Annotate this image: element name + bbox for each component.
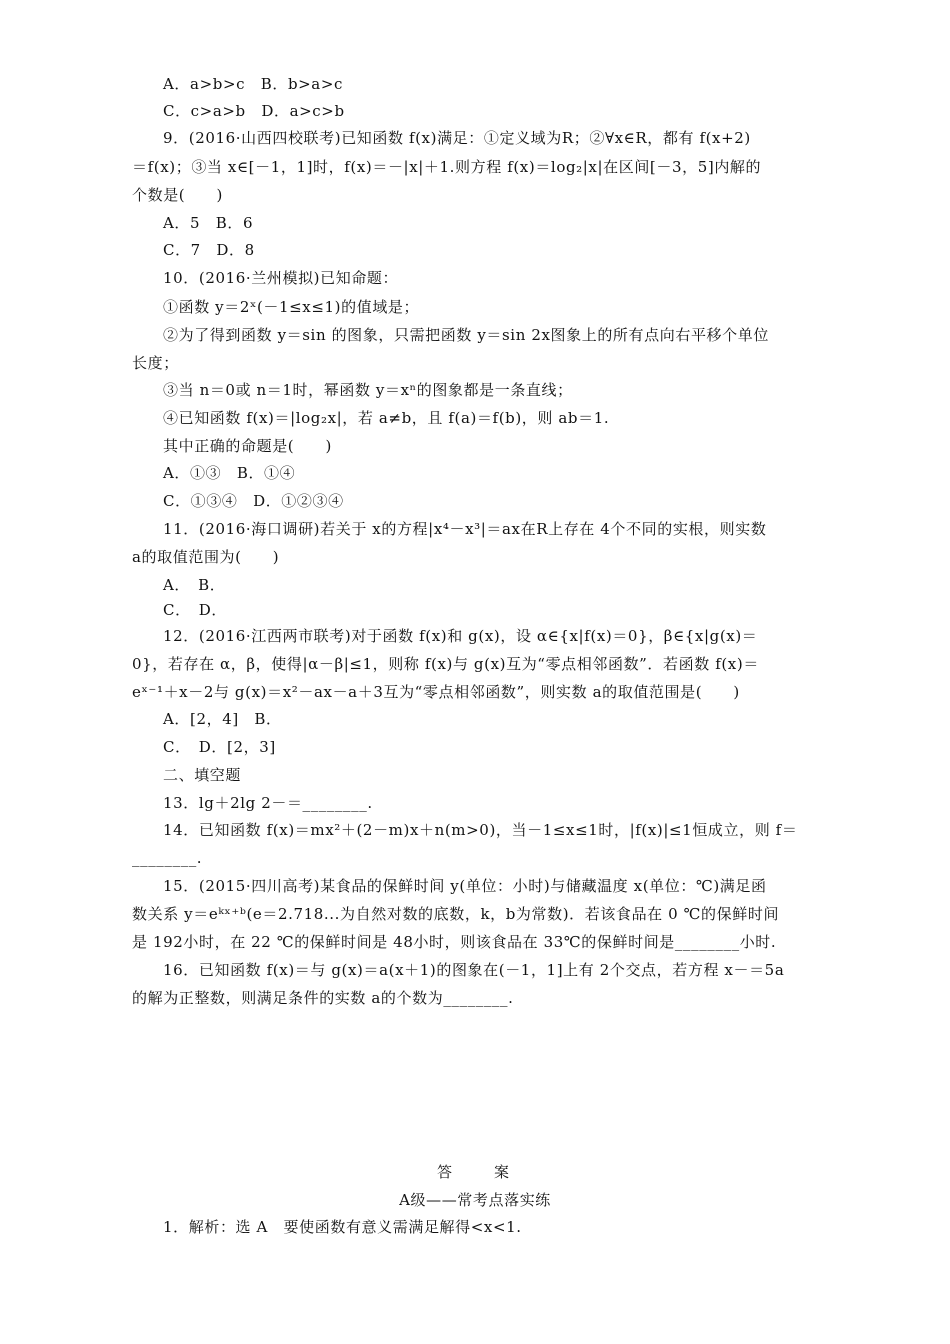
text-line: ④已知函数 f(x)＝|log₂x|，若 a≠b，且 f(a)＝f(b)，则 ab＝1. — [163, 409, 610, 427]
answer-subtitle: A级——常考点落实练 — [399, 1191, 551, 1209]
section-heading: 二、填空题 — [163, 766, 242, 784]
text-line: A．①③ B．①④ — [163, 464, 296, 482]
text-line: 长度； — [132, 354, 179, 372]
text-line: 9．(2016·山西四校联考)已知函数 f(x)满足：①定义域为R；②∀x∈R，都有 f(x+2) — [163, 129, 751, 147]
text-line: 10．(2016·兰州模拟)已知命题： — [163, 269, 399, 287]
text-line: ③当 n＝0或 n＝1时，幂函数 y＝xⁿ的图象都是一条直线； — [163, 381, 573, 399]
text-line: A．[2，4] B． — [163, 710, 282, 728]
text-line: a的取值范围为( ) — [132, 548, 280, 566]
text-line: 13．lg＋2lg 2－＝________. — [163, 794, 373, 812]
text-line: C． D．[2，3] — [163, 738, 276, 756]
text-line: 0}，若存在 α，β，使得|α－β|≤1，则称 f(x)与 g(x)互为“零点相邻函数”．若函数 f(x)＝ — [132, 655, 759, 673]
text-line: A．5 B．6 — [163, 214, 254, 232]
text-line: eˣ⁻¹＋x－2与 g(x)＝x²－ax－a＋3互为“零点相邻函数”，则实数 a的取值范围是( ) — [132, 683, 740, 701]
text-line: 11．(2016·海口调研)若关于 x的方程|x⁴－x³|＝ax在R上存在 4个不同的实根，则实数 — [163, 520, 767, 538]
text-line: C．c>a>b D．a>c>b — [163, 102, 345, 120]
text-line: 其中正确的命题是( ) — [163, 437, 332, 455]
text-line: 的解为正整数，则满足条件的实数 a的个数为________. — [132, 989, 514, 1007]
text-line: 14．已知函数 f(x)＝mx²＋(2－m)x＋n(m>0)，当－1≤x≤1时，|f(x)|≤1恒成立，则 f＝ — [163, 821, 798, 839]
text-line: ________. — [132, 849, 203, 867]
text-line: ＝f(x)；③当 x∈[－1，1]时，f(x)＝－|x|＋1.则方程 f(x)＝log₂|x|在区间[－3，5]内解的 — [132, 158, 762, 176]
text-line: A．a>b>c B．b>a>c — [163, 75, 344, 93]
answer-line: 1．解析：选 A 要使函数有意义需满足解得<x<1. — [163, 1218, 522, 1236]
text-line: C．7 D．8 — [163, 241, 255, 259]
answer-title: 答 案 — [436, 1163, 513, 1181]
text-line: ②为了得到函数 y＝sin 的图象，只需把函数 y＝sin 2x图象上的所有点向右平移个单位 — [163, 326, 769, 344]
text-line: ①函数 y＝2ˣ(－1≤x≤1)的值域是； — [163, 298, 420, 316]
text-line: 是 192小时，在 22 ℃的保鲜时间是 48小时，则该食品在 33℃的保鲜时间是________小时. — [132, 933, 777, 951]
text-line: 15．(2015·四川高考)某食品的保鲜时间 y(单位：小时)与储藏温度 x(单位：℃)满足函 — [163, 877, 767, 895]
text-line: C．①③④ D．①②③④ — [163, 492, 344, 510]
text-line: 数关系 y＝eᵏˣ⁺ᵇ(e＝2.718...为自然对数的底数，k，b为常数)．若该食品在 0 ℃的保鲜时间 — [132, 905, 780, 923]
text-line: 12．(2016·江西两市联考)对于函数 f(x)和 g(x)，设 α∈{x|f(x)＝0}，β∈{x|g(x)＝ — [163, 627, 758, 645]
text-line: 个数是( ) — [132, 186, 223, 204]
text-line: A． B． — [163, 576, 226, 594]
text-line: 16．已知函数 f(x)＝与 g(x)＝a(x＋1)的图象在(－1，1]上有 2个交点，若方程 x－＝5a — [163, 961, 785, 979]
text-line: C． D． — [163, 601, 228, 619]
